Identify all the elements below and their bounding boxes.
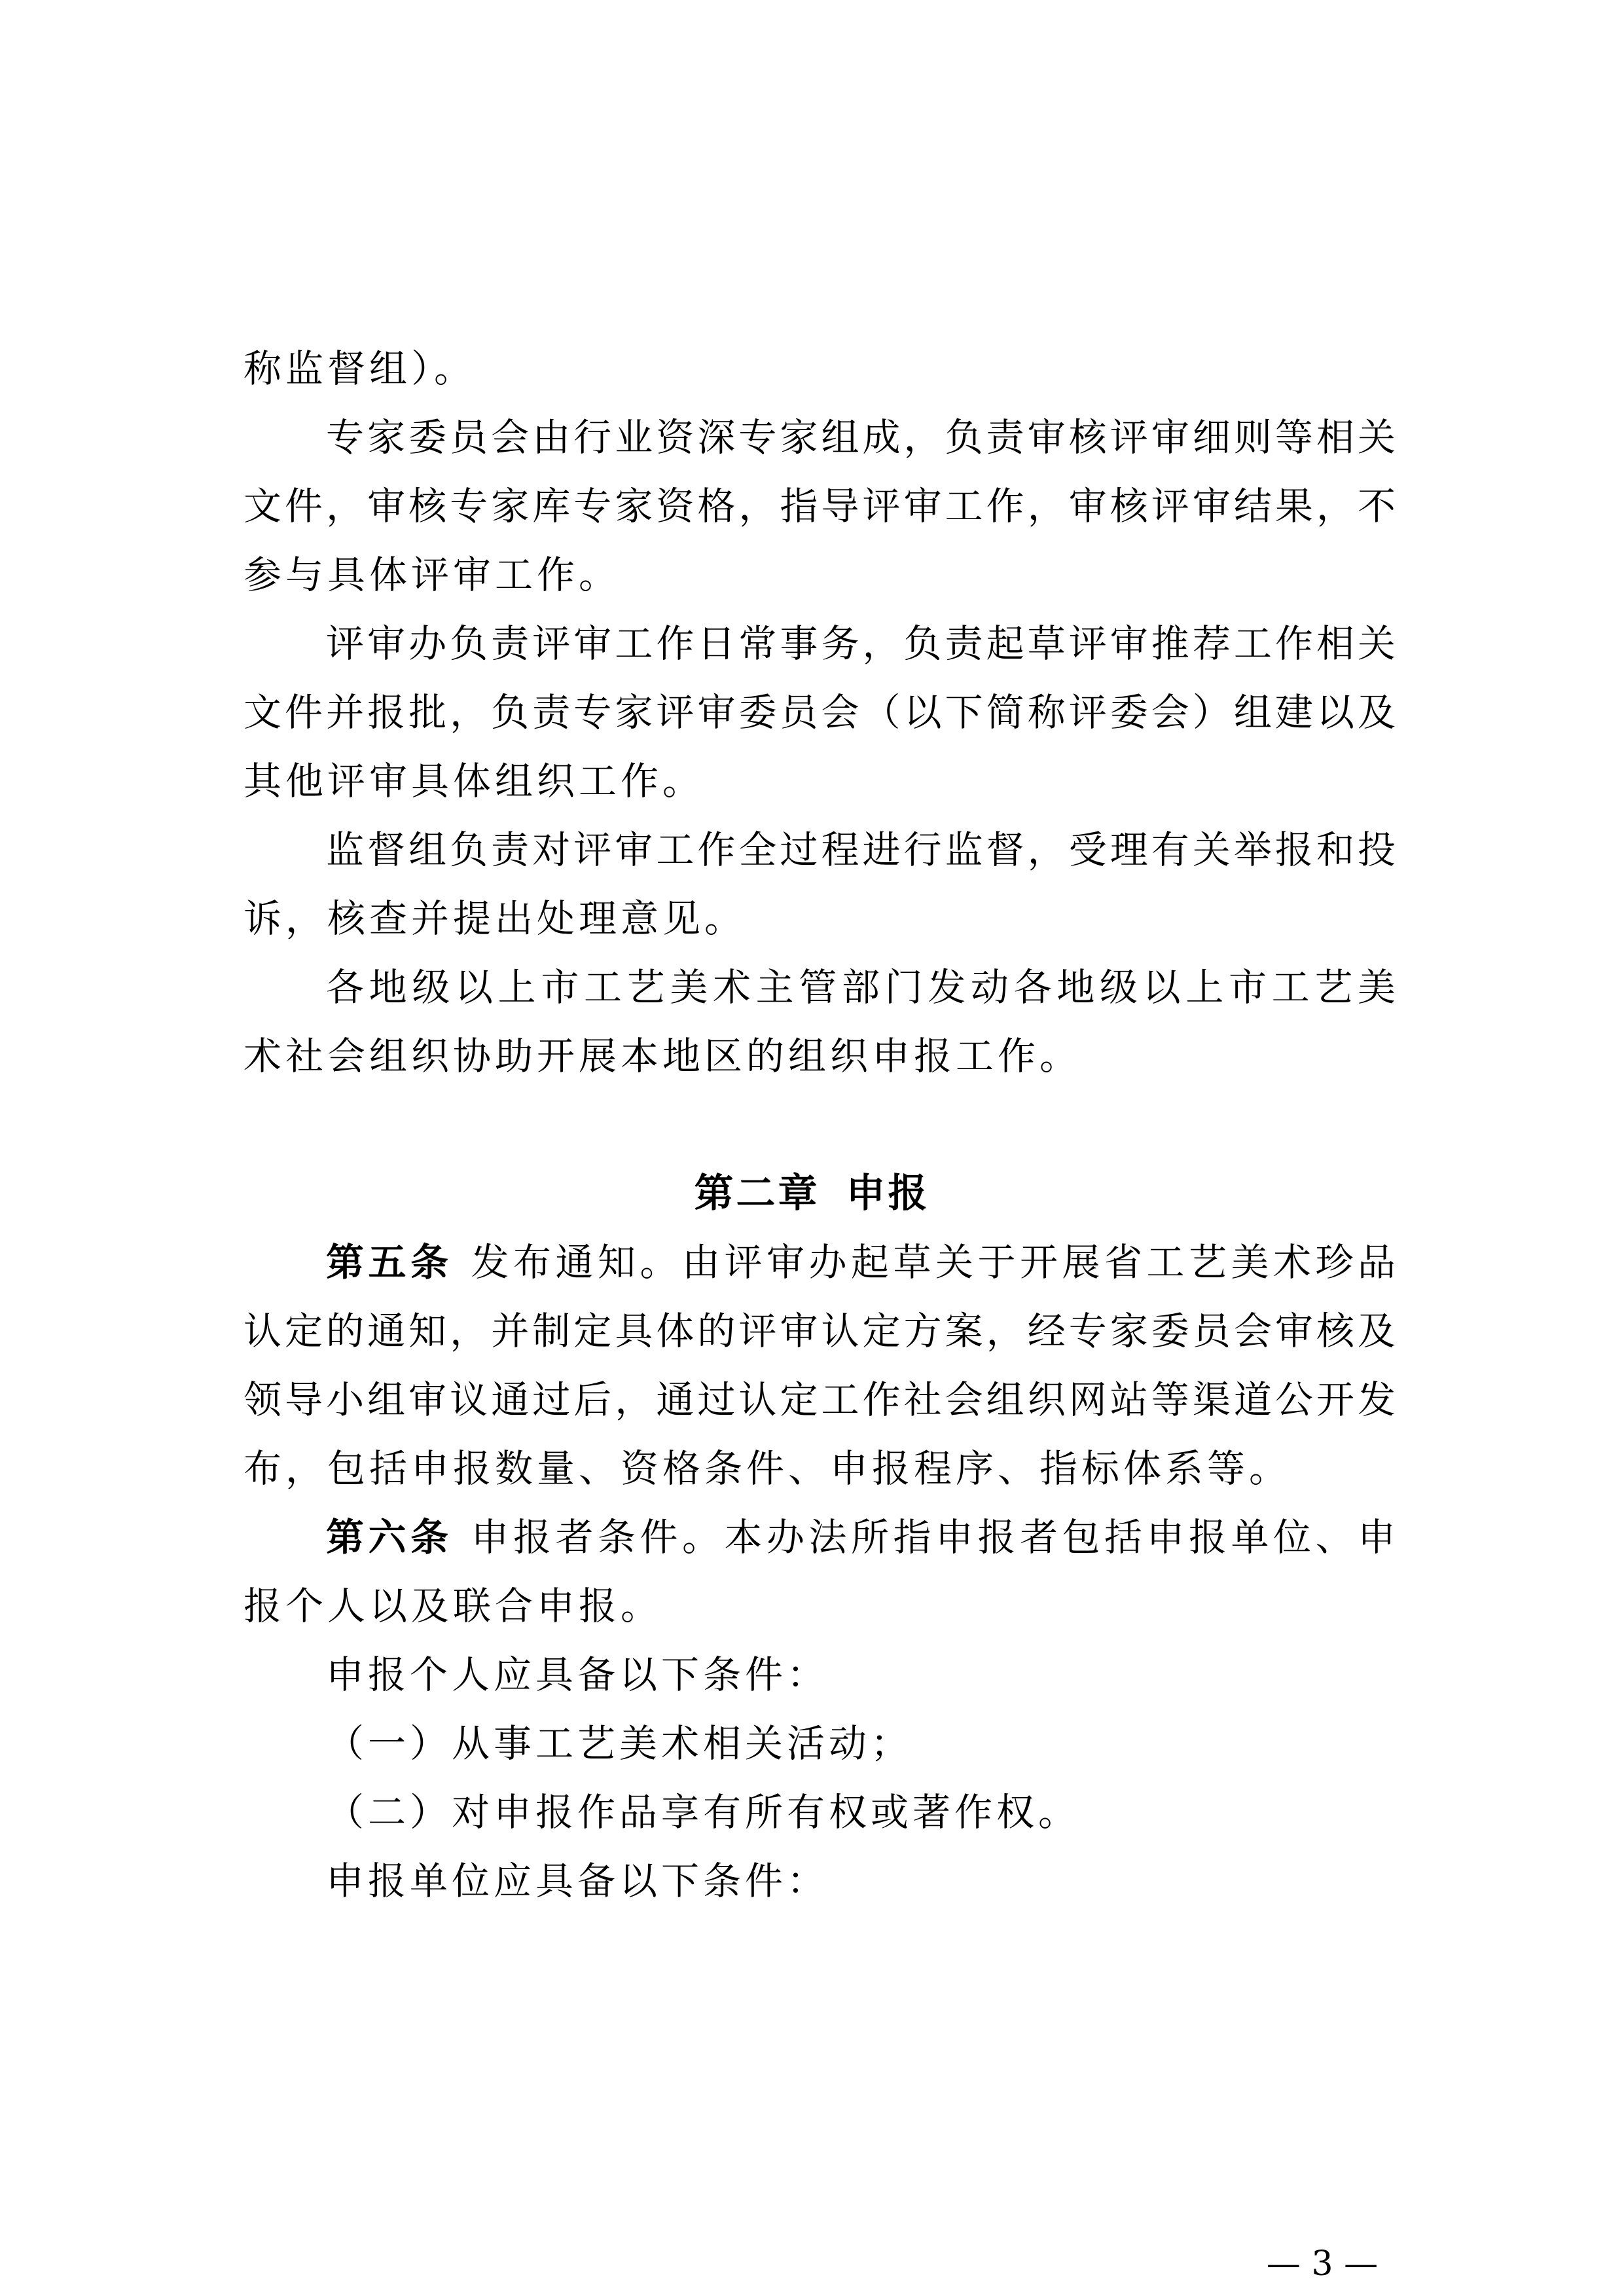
paragraph-line: 评审办负责评审工作日常事务，负责起草评审推荐工作相关 bbox=[326, 621, 1396, 666]
paragraph-line: 申报单位应具备以下条件： bbox=[326, 1859, 829, 1903]
chapter-title: 申报 bbox=[846, 1171, 930, 1216]
paragraph-line: 专家委员会由行业资深专家组成，负责审核评审细则等相关 bbox=[326, 415, 1396, 460]
paragraph-line: 诉，核查并提出处理意见。 bbox=[244, 896, 747, 941]
paragraph-line: 参与具体评审工作。 bbox=[244, 553, 621, 597]
list-item: （二）对申报作品享有所有权或著作权。 bbox=[326, 1790, 1081, 1834]
paragraph-line: 文件，审核专家库专家资格，指导评审工作，审核评审结果，不 bbox=[244, 484, 1396, 528]
paragraph-line: 认定的通知，并制定具体的评审认定方案，经专家委员会审核及 bbox=[244, 1309, 1396, 1353]
paragraph-line: 文件并报批，负责专家评审委员会（以下简称评委会）组建以及 bbox=[244, 690, 1396, 735]
list-item: （一）从事工艺美术相关活动； bbox=[326, 1721, 913, 1766]
page-number: — 3 — bbox=[1266, 2244, 1379, 2284]
paragraph-line: 各地级以上市工艺美术主管部门发动各地级以上市工艺美 bbox=[326, 965, 1396, 1010]
paragraph-line: 监督组负责对评审工作全过程进行监督，受理有关举报和投 bbox=[326, 828, 1396, 872]
chapter-heading bbox=[0, 1167, 1624, 1220]
article-text: 发布通知。由评审办起草关于开展省工艺美术珍品 bbox=[471, 1240, 1396, 1285]
paragraph-line: 称监督组）。 bbox=[244, 346, 477, 391]
article-label: 第五条 bbox=[326, 1240, 453, 1285]
chapter-number: 第二章 bbox=[694, 1171, 820, 1216]
article-text: 申报者条件。本办法所指申报者包括申报单位、申 bbox=[471, 1515, 1396, 1559]
paragraph-line: 报个人以及联合申报。 bbox=[244, 1584, 663, 1628]
paragraph-line: 领导小组审议通过后，通过认定工作社会组织网站等渠道公开发 bbox=[244, 1377, 1396, 1422]
article-line bbox=[326, 1511, 1396, 1563]
article-label: 第六条 bbox=[326, 1515, 453, 1559]
paragraph-line: 申报个人应具备以下条件： bbox=[326, 1652, 829, 1697]
paragraph-line: 术社会组织协助开展本地区的组织申报工作。 bbox=[244, 1034, 1082, 1078]
paragraph-line: 布，包括申报数量、资格条件、申报程序、指标体系等。 bbox=[244, 1446, 1291, 1491]
paragraph-line: 其他评审具体组织工作。 bbox=[244, 759, 705, 803]
article-line bbox=[326, 1236, 1396, 1288]
